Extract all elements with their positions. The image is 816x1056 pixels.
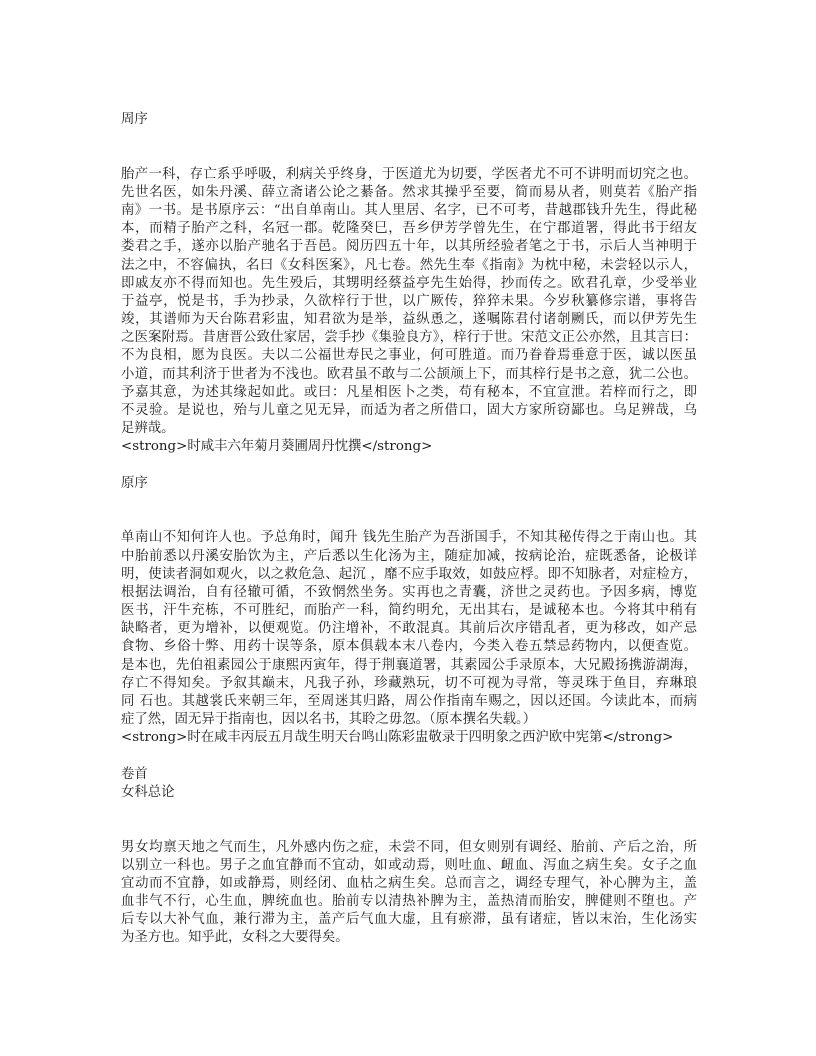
paragraph-line: 医书，汗牛充栋，不可胜纪，而胎产一科，简约明允，无出其右，是诚秘本也。今将其中稍有 bbox=[121, 603, 697, 619]
paragraph-line: 本，而精子胎产之科，名冠一郡。乾隆癸巳，吾乡伊芳学曾先生，在宁郡道署，得此书于绍友 bbox=[121, 221, 697, 237]
paragraph-line: 小道，而其利济于世者为不浅也。欧君虽不敢与二公颉颃上下，而其梓行是书之意，犹二公也。 bbox=[121, 366, 697, 382]
signature-line: <strong>时在咸丰丙辰五月哉生明天台鸣山陈彩盅敬录于四明象之西沪欧中宪第</strong> bbox=[121, 730, 674, 746]
paragraph-line: 症了然，固无异于指南也，因以名书，其聆之毋忽。（原本撰名失载。） bbox=[121, 712, 537, 728]
section-heading: 原序 bbox=[121, 475, 148, 491]
paragraph-line: 血非气不行，心生血，脾统血也。胎前专以清热补脾为主，盖热清而胎安，脾健则不堕也。产 bbox=[121, 894, 697, 910]
paragraph-line: 宜动而不宜静，如或静焉，则经闭、血枯之病生矣。总而言之，调经专理气，补心脾为主，盖 bbox=[121, 875, 697, 891]
preface-zhou-paragraph bbox=[121, 166, 697, 439]
paragraph-line: 以别立一科也。男子之血宜静而不宜动，如或动焉，则吐血、衄血、泻血之病生矣。女子之血 bbox=[121, 857, 697, 873]
paragraph-line: 中胎前悉以丹溪安胎饮为主，产后悉以生化汤为主，随症加减，按病论治，症既悉备，论极详 bbox=[121, 548, 697, 564]
paragraph-line: 娄君之手，遂亦以胎产驰名于吾邑。阅历四五十年，以其所经验者笔之于书，示后人当神明于 bbox=[121, 239, 697, 255]
section-heading: 女科总论 bbox=[121, 784, 175, 800]
paragraph-line: 存亡不得知矣。予叙其巅末，凡我子孙，珍藏熟玩，切不可视为寻常，等灵珠于鱼目，弃琳琅 bbox=[121, 675, 697, 691]
paragraph-line: 予嘉其意，为述其缘起如此。或曰：凡星相医卜之类，苟有秘本，不宜宣泄。若梓而行之，即 bbox=[121, 384, 697, 400]
document-page bbox=[121, 111, 697, 948]
paragraph-line: 不为良相，愿为良医。夫以二公福世寿民之事业，何可胜道。而乃眷眷焉垂意于医，诚以医虽 bbox=[121, 348, 697, 364]
signature-line: <strong>时咸丰六年菊月葵圃周丹忱撰</strong> bbox=[121, 439, 433, 455]
paragraph-line: 明，使读者洞如观火，以之救危急、起沉 ，靡不应手取效，如鼓应桴。即不知脉者，对症检方， bbox=[121, 566, 697, 582]
paragraph-line: 竣，其谱师为天台陈君彩盅，知君欲为是举，益纵恿之，遂嘱陈君付诸剞劂氏，而以伊芳先生 bbox=[121, 312, 697, 328]
paragraph-line: 根据法调治，自有径辙可循，不致惘然坐务。实再也之青囊，济世之灵药也。予因多病，博览 bbox=[121, 584, 697, 600]
paragraph-line: 同 石也。其越裳氏来朝三年，至周迷其归路，周公作指南车赐之，因以还国。今读此本，而病 bbox=[121, 694, 697, 709]
spacer bbox=[121, 147, 697, 165]
paragraph-line: 是本也，先伯祖素园公于康熙丙寅年，得于荆襄道署，其素园公手录原本，大兄殿扬携游湖海， bbox=[121, 657, 697, 673]
section-heading: 周序 bbox=[121, 112, 148, 127]
paragraph-line: 于益亭，悦是书，手为抄录，久欲梓行于世，以广厥传，猝猝未果。今岁秋纂修宗谱，事将告 bbox=[121, 293, 697, 309]
paragraph-line: 之医案附焉。昔唐晋公致仕家居，尝手抄《集验良方》，梓行于世。宋范文正公亦然，且其言曰： bbox=[121, 330, 697, 346]
original-preface-paragraph bbox=[121, 529, 697, 729]
spacer bbox=[121, 493, 697, 511]
paragraph-line: 不灵验。是说也，殆与儿童之见无异，而适为者之所借口，固大方家所窃鄙也。乌足辨哉，乌 bbox=[121, 403, 697, 418]
spacer bbox=[121, 748, 697, 766]
spacer bbox=[121, 511, 697, 529]
volume-heading: 卷首 bbox=[121, 766, 148, 782]
paragraph-line: 缺略者，更为增补，以便观览。仍注增补，不敢混真。其前后次序错乱者，更为移改，如产忌 bbox=[121, 621, 697, 637]
paragraph-line: 法之中，不容偏执，名曰《女科医案》，凡七卷。然先生奉《指南》为枕中秘，未尝轻以示人， bbox=[121, 257, 697, 273]
paragraph-line: 南》一书。是书原序云：“出自单南山。其人里居、名字，已不可考，昔越郡钱升先生，得此秘 bbox=[121, 202, 697, 218]
gynecology-overview-paragraph bbox=[121, 839, 697, 948]
paragraph-line: 单南山不知何许人也。予总角时，闻升 钱先生胎产为吾浙国手，不知其秘传得之于南山也。其 bbox=[121, 530, 697, 546]
paragraph-line: 即戚友亦不得而知也。先生殁后，其甥明经蔡益亭先生始得，抄而传之。欧君孔章，少受举业 bbox=[121, 275, 697, 291]
paragraph-line: 后专以大补气血，兼行滞为主，盖产后气血大虚，且有瘀滞，虽有诸症，皆以末治，生化汤实 bbox=[121, 912, 697, 928]
paragraph-line: 男女均禀天地之气而生，凡外感内伤之症，未尝不同，但女则别有调经、胎前、产后之治，所 bbox=[121, 839, 697, 855]
paragraph-line: 胎产一科，存亡系乎呼吸，利病关乎终身，于医道尤为切要，学医者尤不可不讲明而切究之也。 bbox=[121, 166, 697, 182]
paragraph-line: 为圣方也。知乎此，女科之大要得矣。 bbox=[121, 930, 349, 946]
spacer bbox=[121, 802, 697, 820]
spacer bbox=[121, 457, 697, 475]
paragraph-line: 食物、乡俗十弊、用药十误等条，原本俱载本末八卷内，今类入卷五禁忌药物内，以便查览。 bbox=[121, 639, 697, 655]
paragraph-line: 先世名医，如朱丹溪、薛立斋诸公论之綦备。然求其操乎至要，简而易从者，则莫若《胎产指 bbox=[121, 184, 697, 200]
paragraph-line: 足辨哉。 bbox=[121, 421, 175, 437]
spacer bbox=[121, 129, 697, 147]
spacer bbox=[121, 820, 697, 838]
